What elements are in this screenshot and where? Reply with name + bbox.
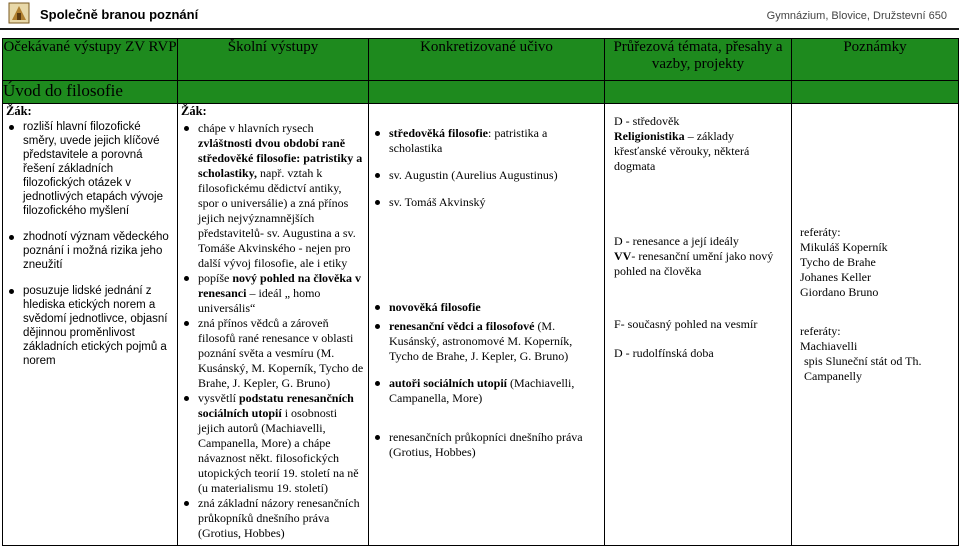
item-text: např. vztah k filosofickému dědictví antiky, spor o universálie) a zná přínos jejich nejvýznamnějších představitelů- sv. Augustina a sv. Tomáše Akvinského - nejen pro další vývoj filosofie, ale i etiky: [198, 166, 356, 270]
item-emphasis: zvláštnosti dvou období raně středověké filosofie: patristiky a scholastiky,: [198, 136, 363, 180]
list-item: rozliší hlavní filozofické směry, uvede jejich klíčové představitele a porovná řešení základních filozofických otázek v jednotlivých etapách vývoje filozofického myšlení: [3, 120, 173, 218]
list-item: zhodnotí význam vědeckého poznání i možná rizika jeho zneužití: [3, 230, 173, 272]
brand-title: Společně branou poznání: [40, 7, 199, 22]
item-emphasis: renesanční vědci a filosofové: [389, 319, 535, 333]
report-item: Machiavelli: [800, 339, 858, 353]
topic-line: – základy křesťanské věrouky, některá dogmata: [614, 129, 750, 173]
item-text: : patristika a scholastika: [389, 126, 548, 155]
curriculum-list: [369, 126, 598, 460]
item-text: chápe v hlavních rysech: [198, 121, 314, 135]
list-item: [178, 121, 364, 271]
expected-outputs-list: [3, 120, 173, 368]
school-outputs-list: [178, 121, 364, 541]
report-item: Johanes Keller: [800, 270, 871, 284]
list-item: sv. Augustin (Aurelius Augustinus): [369, 168, 598, 183]
list-item: zná přínos vědců a zároveň filosofů rané renesance v oblasti poznání světa a vesmíru (M. Kusánský, M. Koperník, Tycho de Brahe, J. Kepler, G. Bruno): [178, 316, 364, 391]
cross-topic-physics: F- současný pohled na vesmír: [614, 317, 758, 331]
item-text: (Machiavelli, Campanella, More): [389, 376, 575, 405]
list-item: zná základní názory renesančních průkopníků dnešního práva (Grotius, Hobbes): [178, 496, 364, 541]
school-outputs-cell: [178, 104, 369, 546]
item-emphasis: podstatu renesančních sociálních utopií: [198, 391, 354, 420]
header-divider: [0, 28, 959, 30]
item-emphasis: středověká filosofie: [389, 126, 488, 140]
header-cross-topics: Průřezová témata, přesahy a vazby, projekty: [605, 39, 792, 81]
header-curriculum: Konkretizované učivo: [369, 39, 605, 81]
report-item: spis Sluneční stát od Th. Campanelly: [804, 354, 922, 383]
list-item: sv. Tomáš Akvinský: [369, 195, 598, 210]
cross-topic-medieval: [614, 114, 785, 174]
item-text: (M. Kusánský, astronomové M. Koperník, Tycho de Brahe, J. Kepler, G. Bruno): [389, 319, 573, 363]
topic-emphasis: VV: [614, 249, 632, 263]
list-item: [369, 376, 598, 406]
list-item: [369, 300, 598, 315]
section-row: [3, 81, 959, 104]
item-text: – ideál „ homo universális“: [198, 286, 321, 315]
item-emphasis: autoři sociálních utopií: [389, 376, 508, 390]
topic-line: D - středověk: [614, 114, 680, 128]
pupil-label: Žák:: [6, 104, 32, 118]
topic-emphasis: Religionistika: [614, 129, 685, 143]
page-header: [0, 0, 959, 30]
school-logo-icon: [8, 2, 30, 24]
reports-label: referáty:: [800, 324, 841, 338]
cross-topics-cell: [605, 104, 792, 546]
list-item: [369, 126, 598, 156]
topic-line: - renesanční umění jako nový pohled na člověka: [614, 249, 774, 278]
cross-topic-renaissance: [614, 234, 785, 279]
content-row: [3, 104, 959, 546]
item-emphasis: novověká filosofie: [389, 300, 481, 314]
header-row: [3, 39, 959, 81]
school-address: Gymnázium, Blovice, Družstevní 650: [766, 10, 947, 22]
item-emphasis: nový pohled na člověka v renesanci: [198, 271, 362, 300]
list-item: [369, 319, 598, 364]
cross-topic-rudolfine: D - rudolfínská doba: [614, 346, 714, 360]
curriculum-cell: [369, 104, 605, 546]
list-item: posuzuje lidské jednání z hlediska etických norem a svědomí jednotlivce, objasní dějinnou proměnlivost základních etických pojmů a norem: [3, 284, 173, 368]
header-notes: Poznámky: [792, 39, 959, 81]
expected-outputs-cell: [3, 104, 178, 546]
reports-label: referáty:: [800, 225, 841, 239]
section-title: Úvod do filosofie: [3, 81, 178, 104]
item-text: i osobnosti jejich autorů (Machiavelli, Campanella, More) a chápe návaznost někt. filosofických utopických teorií 19. století na ně (u materialismu 19. století): [198, 406, 359, 495]
header-school-outputs: Školní výstupy: [178, 39, 369, 81]
report-item: Giordano Bruno: [800, 285, 879, 299]
item-text: popíše: [198, 271, 233, 285]
topic-line: D - renesance a její ideály: [614, 234, 739, 248]
header-expected-outputs: Očekávané výstupy ZV RVP: [3, 39, 178, 81]
report-item: Tycho de Brahe: [800, 255, 876, 269]
list-item: renesančních průkopníci dnešního práva (Grotius, Hobbes): [369, 430, 598, 460]
list-item: [178, 271, 364, 316]
report-item: Mikuláš Koperník: [800, 240, 888, 254]
item-text: vysvětlí: [198, 391, 239, 405]
notes-cell: [792, 104, 959, 546]
pupil-label: Žák:: [181, 104, 207, 118]
list-item: [178, 391, 364, 496]
curriculum-table: [2, 38, 959, 546]
